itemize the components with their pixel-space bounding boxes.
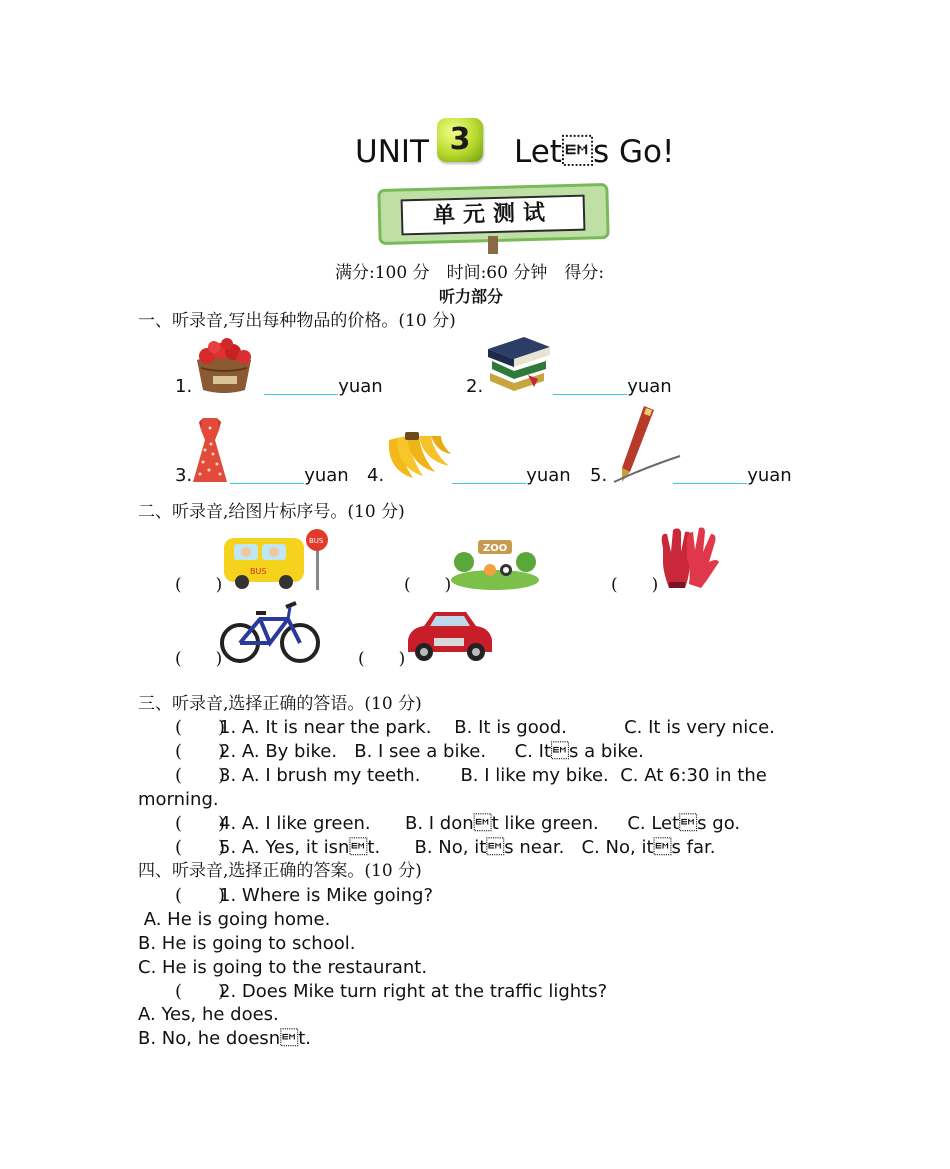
s3-q4-text: 4. A. I like green. B. I dont like green. C. Lets go. [219,813,741,834]
unit-number-badge: 3 [437,118,483,162]
s3-q3-answer-paren[interactable]: ( ) [175,765,226,786]
picture3-answer-paren[interactable]: ( ) [611,575,659,595]
s3-q5-answer-paren[interactable]: ( ) [175,837,226,858]
s3-q5-text: 5. A. Yes, it isnt. B. No, its near. C. No, its far. [219,837,716,858]
item2-row [466,375,672,399]
svg-text:BUS: BUS [309,537,324,545]
item3-row [175,464,349,488]
item2-price-blank[interactable] [553,376,627,395]
item4-price-blank[interactable] [452,465,526,484]
item5-row [590,464,792,488]
bus-icon [220,526,332,592]
item4-row [367,464,571,488]
s4-q2-text: 2. Does Mike turn right at the traffic lights? [219,981,608,1002]
section2-heading: 二、听录音,给图片标序号。(10 分) [138,502,405,522]
section4-heading: 四、听录音,选择正确的答案。(10 分) [138,861,422,881]
s4-q1-option-b: B. He is going to school. [138,933,356,954]
listening-part-title: 听力部分 [439,287,504,306]
s3-question1 [175,716,775,740]
unit-test-banner [380,186,606,242]
s3-q3-continuation: morning. [138,789,219,810]
s3-question4 [175,812,740,836]
s4-q1-answer-paren[interactable]: ( ) [175,885,226,906]
s3-question3 [175,764,767,788]
item3-price-blank[interactable] [230,465,304,484]
unit-label: UNIT [355,134,429,170]
s3-question2 [175,740,644,764]
item1-price-blank[interactable] [264,376,338,395]
item1-unit: yuan [338,376,383,397]
s3-q4-answer-paren[interactable]: ( ) [175,813,226,834]
section1-heading: 一、听录音,写出每种物品的价格。(10 分) [138,311,456,331]
item1-row [175,375,383,399]
s3-q3-text: 3. A. I brush my teeth. B. I like my bike. C. At 6:30 in the [219,765,767,786]
item4-unit: yuan [526,465,571,486]
s3-question5 [175,836,715,860]
s3-q1-text: 1. A. It is near the park. B. It is good. C. It is very nice. [219,717,775,738]
item5-number: 5. [590,465,608,486]
item1-number: 1. [175,376,193,397]
zoo-icon [450,532,540,590]
picture1-answer-paren[interactable]: ( ) [175,575,223,595]
s4-q2-option-b: B. No, he doesnt. [138,1028,311,1049]
banner-text: 单元测试 [401,195,586,236]
item2-unit: yuan [627,376,672,397]
bike-icon [220,597,322,665]
banner-post [488,236,498,254]
s4-question1 [175,884,433,908]
picture5-answer-paren[interactable]: ( ) [358,649,406,669]
svg-text:ZOO: ZOO [483,543,508,554]
item2-number: 2. [466,376,484,397]
s4-q2-answer-paren[interactable]: ( ) [175,981,226,1002]
item3-unit: yuan [304,465,349,486]
picture4-answer-paren[interactable]: ( ) [175,649,223,669]
item4-number: 4. [367,465,385,486]
s4-question2 [175,980,607,1004]
s3-q2-answer-paren[interactable]: ( ) [175,741,226,762]
section3-heading: 三、听录音,选择正确的答语。(10 分) [138,694,422,714]
item5-unit: yuan [747,465,792,486]
item5-price-blank[interactable] [673,465,747,484]
s3-q2-text: 2. A. By bike. B. I see a bike. C. Its a bike. [219,741,644,762]
s4-q2-option-a: A. Yes, he does. [138,1004,279,1025]
unit-title: Lets Go! [514,134,675,170]
car-icon [404,604,494,664]
s4-q1-option-a: A. He is going home. [138,909,331,930]
item3-number: 3. [175,465,193,486]
gloves-icon [657,522,723,590]
s4-q1-option-c: C. He is going to the restaurant. [138,957,428,978]
picture2-answer-paren[interactable]: ( ) [404,575,452,595]
svg-text:BUS: BUS [250,567,267,576]
s3-q1-answer-paren[interactable]: ( ) [175,717,226,738]
s4-q1-text: 1. Where is Mike going? [219,885,434,906]
score-time-line: 满分:100 分 时间:60 分钟 得分: [335,263,605,283]
